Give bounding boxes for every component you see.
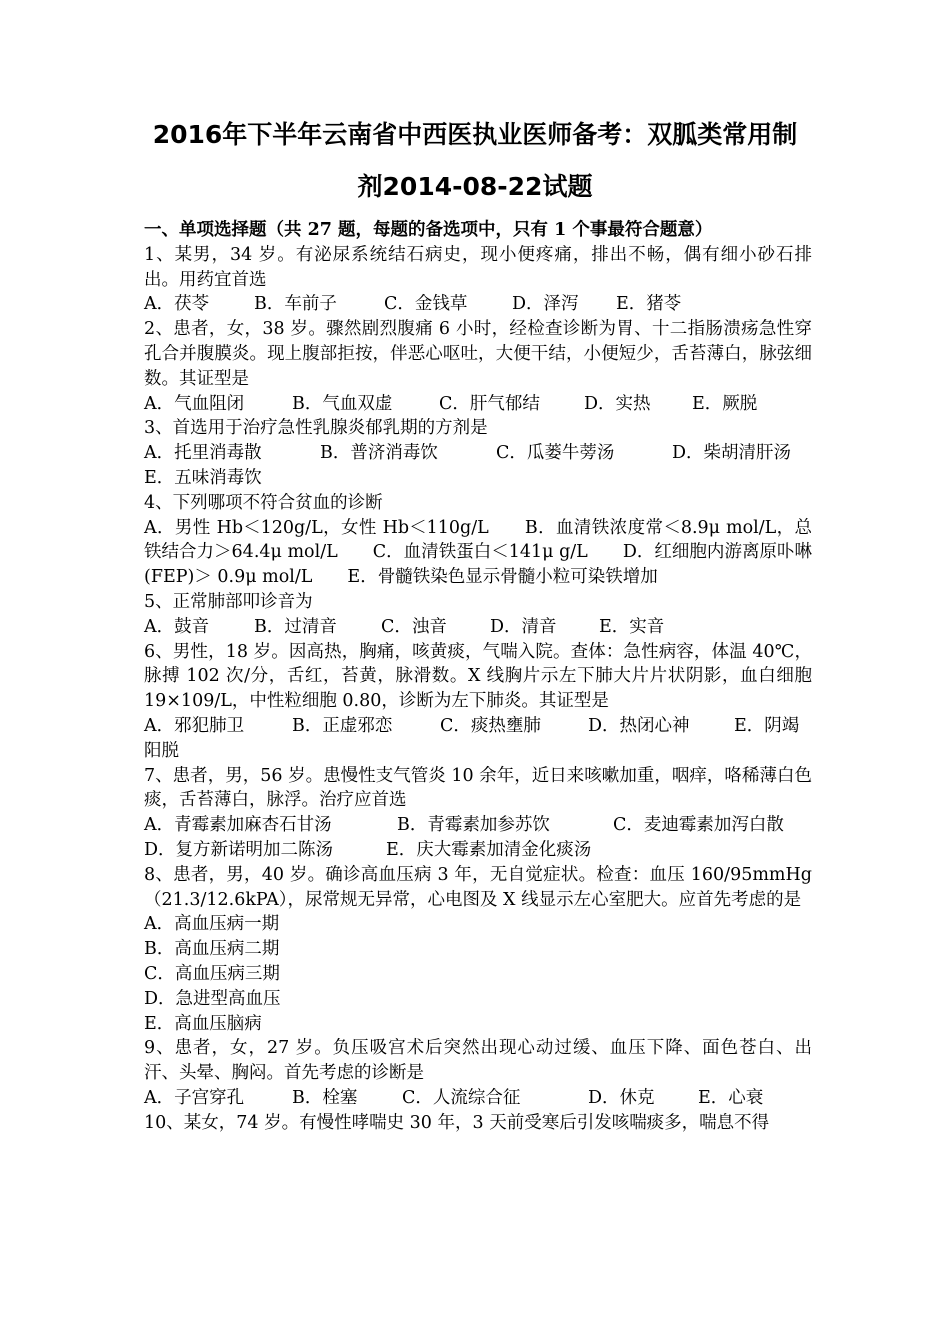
question-9-options (144, 1086, 812, 1111)
option-d: D．柴胡清肝汤 (672, 443, 792, 464)
option-a: A．鼓音 (144, 616, 210, 637)
question-1-options (144, 292, 812, 317)
option-a: A．邪犯肺卫 (144, 715, 245, 736)
option-c: C．高血压病三期 (144, 963, 280, 984)
question-6-options (144, 714, 812, 739)
option-e: E．猪苓 (616, 294, 682, 315)
option-d: D．急进型高血压 (144, 988, 281, 1009)
question-6-option-e-continued: 阳脱 (144, 740, 179, 761)
option-e: E．心衰 (698, 1087, 764, 1108)
question-3-options (144, 441, 812, 466)
option-e: E．实音 (599, 616, 665, 637)
document-title-line-1: 2016年下半年云南省中西医执业医师备考：双胍类常用制 (152, 120, 798, 149)
option-d: D．泽泻 (512, 294, 579, 315)
option-e: E．高血压脑病 (144, 1013, 262, 1034)
option-a: A．子宫穿孔 (144, 1087, 245, 1108)
question-6-stem: 6、男性，18 岁。因高热，胸痛，咳黄痰，气喘入院。查体：急性病容，体温 40℃，脉搏 102 次/分，舌红，苔黄，脉滑数。X 线胸片示左下肺大片片状阴影，血白细胞 19×109/L，中性粒细胞 0.80，诊断为左下肺炎。其证型是 (144, 641, 812, 712)
option-b: B．车前子 (254, 294, 337, 315)
option-e: E．阴竭 (734, 715, 800, 736)
section-heading: 一、单项选择题（共 27 题，每题的备选项中，只有 1 个事最符合题意） (144, 220, 713, 240)
option-b: B．高血压病二期 (144, 939, 280, 960)
option-e: E．庆大霉素加清金化痰汤 (386, 839, 592, 860)
option-c: C．金钱草 (384, 294, 468, 315)
question-4-stem: 4、下列哪项不符合贫血的诊断 (144, 492, 383, 513)
option-a: A．托里消毒散 (144, 443, 262, 464)
option-c: C．人流综合征 (402, 1087, 521, 1108)
document-body (144, 218, 812, 1135)
option-c: C．麦迪霉素加泻白散 (613, 815, 784, 836)
option-c: C．浊音 (381, 616, 447, 637)
question-4-options: A．男性 Hb＜120g/L，女性 Hb＜110g/L B．血清铁浓度常＜8.9μ mol/L，总铁结合力＞64.4μ mol/L C．血清铁蛋白＜141μ g/L D．红细胞内游离原卟啉(FEP)＞ 0.9μ mol/L E．骨髓铁染色显示骨髓小粒可染铁增加 (144, 517, 812, 588)
question-7-options (144, 813, 812, 838)
option-b: B．气血双虚 (292, 393, 393, 414)
option-a: A．高血压病一期 (144, 914, 280, 935)
document-title-line-2: 剂2014-08-22试题 (357, 172, 593, 201)
option-c: C．痰热壅肺 (440, 715, 541, 736)
option-a: A．青霉素加麻杏石甘汤 (144, 815, 332, 836)
question-7-options-2 (144, 838, 812, 863)
question-9-stem: 9、患者，女，27 岁。负压吸宫术后突然出现心动过缓、血压下降、面色苍白、出汗、头晕、胸闷。首先考虑的诊断是 (144, 1038, 812, 1084)
question-5-stem: 5、正常肺部叩诊音为 (144, 591, 313, 612)
option-b: B．过清音 (254, 616, 337, 637)
option-c: C．肝气郁结 (439, 393, 540, 414)
option-b: B．青霉素加参苏饮 (397, 815, 550, 836)
option-b: B．正虚邪恋 (292, 715, 393, 736)
question-2-options (144, 392, 812, 417)
option-a: A．茯苓 (144, 294, 210, 315)
option-d: D．清音 (490, 616, 557, 637)
option-b: B．普济消毒饮 (320, 443, 438, 464)
question-8-stem: 8、患者，男，40 岁。确诊高血压病 3 年，无自觉症状。检查：血压 160/95mmHg（21.3/12.6kPA），尿常规无异常，心电图及 X 线显示左心室肥大。应首先考虑的是 (144, 864, 812, 910)
question-3-option-e: E．五味消毒饮 (144, 467, 262, 488)
option-d: D．复方新诺明加二陈汤 (144, 839, 334, 860)
question-10-stem: 10、某女，74 岁。有慢性哮喘史 30 年，3 天前受寒后引发咳喘痰多，喘息不得 (144, 1112, 770, 1133)
option-a: A．气血阻闭 (144, 393, 245, 414)
option-c: C．瓜蒌牛蒡汤 (496, 443, 615, 464)
option-d: D．热闭心神 (588, 715, 690, 736)
option-d: D．实热 (584, 393, 651, 414)
question-3-stem: 3、首选用于治疗急性乳腺炎郁乳期的方剂是 (144, 418, 488, 439)
question-2-stem: 2、患者，女，38 岁。骤然剧烈腹痛 6 小时，经检查诊断为胃、十二指肠溃疡急性穿孔合并腹膜炎。现上腹部拒按，伴恶心呕吐，大便干结，小便短少，舌苔薄白，脉弦细数。其证型是 (144, 319, 812, 389)
question-7-stem: 7、患者，男，56 岁。患慢性支气管炎 10 余年，近日来咳嗽加重，咽痒，咯稀薄白色痰，舌苔薄白，脉浮。治疗应首选 (144, 765, 812, 811)
option-d: D．休克 (588, 1087, 655, 1108)
question-1-stem: 1、某男，34 岁。有泌尿系统结石病史，现小便疼痛，排出不畅，偶有细小砂石排出。用药宜首选 (144, 244, 812, 290)
question-5-options (144, 615, 812, 640)
option-b: B．栓塞 (292, 1087, 358, 1108)
option-e: E．厥脱 (692, 393, 758, 414)
